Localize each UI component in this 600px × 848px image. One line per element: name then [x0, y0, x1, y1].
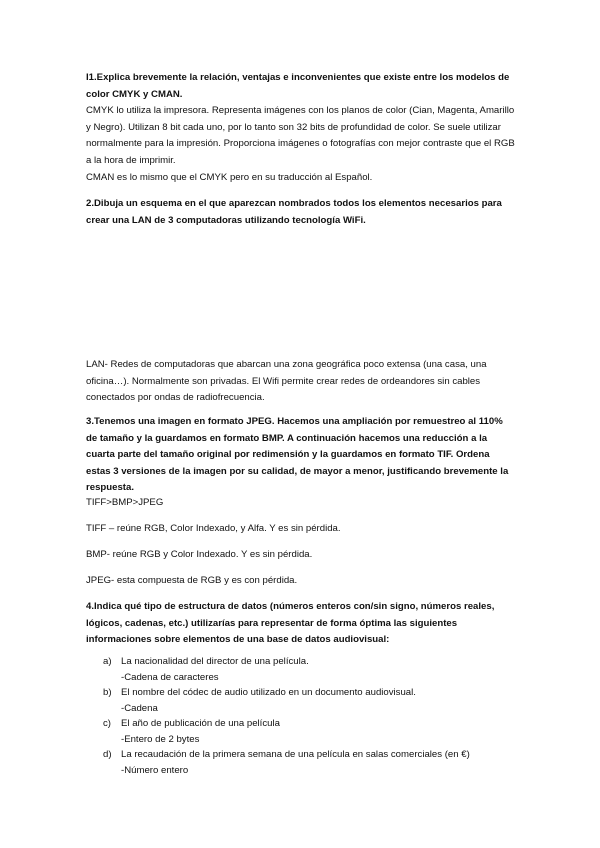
list-marker: d) [103, 749, 112, 760]
list-item-answer: -Cadena [121, 702, 158, 714]
list-item-text: El año de publicación de una película [121, 718, 280, 729]
question-1-answer-cmyk: CMYK lo utiliza la impresora. Representa imágenes con los planos de color (Cian, Magenta, Amarillo y Negro). Utilizan 8 bit cada uno, por lo tanto son 32 bits de profundidad de color. Se suele utilizar normalmente para la impresión. Proporciona imágenes o fotografías con mejor contraste que el RGB a la hora de imprimir. [86, 105, 515, 166]
list-item [103, 747, 523, 763]
list-item-text: La recaudación de la primera semana de una película en salas comerciales (en €) [121, 749, 470, 760]
list-item [103, 685, 523, 701]
list-item-text: El nombre del códec de audio utilizado en un documento audiovisual. [121, 687, 416, 698]
list-item-answer: -Cadena de caracteres [121, 671, 219, 683]
question-4-title: 4.Indica qué tipo de estructura de datos (números enteros con/sin signo, números reales, lógicos, cadenas, etc.) utilizarías para representar de forma óptima las siguientes informaciones sobre elementos de una base de datos audiovisual: [86, 601, 495, 645]
list-marker: b) [103, 687, 112, 698]
question-3-tiff: TIFF – reúne RGB, Color Indexado, y Alfa. Y es sin pérdida. [86, 523, 341, 534]
question-2-title: 2.Dibuja un esquema en el que aparezcan nombrados todos los elementos necesarios para crear una LAN de 3 computadoras utilizando tecnología WiFi. [86, 198, 502, 226]
list-item [103, 716, 523, 732]
list-marker: a) [103, 656, 112, 667]
list-item-answer: -Número entero [121, 764, 189, 776]
question-1-title: I1.Explica brevemente la relación, ventajas e inconvenientes que existe entre los modelos de color CMYK y CMAN. [86, 72, 510, 100]
list-marker: c) [103, 718, 111, 729]
question-4-list [103, 654, 523, 778]
list-item [103, 654, 523, 670]
question-2-answer: LAN- Redes de computadoras que abarcan una zona geográfica poco extensa (una casa, una oficina…). Normalmente son privadas. El Wifi permite crear redes de ordeandores sin cables conectados por ondas de radiofrecuencia. [86, 359, 487, 403]
question-3-jpeg: JPEG- esta compuesta de RGB y es con pérdida. [86, 575, 298, 586]
list-item-answer: -Entero de 2 bytes [121, 733, 200, 745]
question-3-title: 3.Tenemos una imagen en formato JPEG. Hacemos una ampliación por remuestreo al 110% de tamaño y la guardamos en formato BMP. A continuación hacemos una reducción a la cuarta parte del tamaño original por redimensión y la guardamos en formato TIF. Ordena estas 3 versiones de la imagen por su calidad, de mayor a menor, justificando brevemente la respuesta. [86, 416, 509, 493]
question-1-answer-cman: CMAN es lo mismo que el CMYK pero en su traducción al Español. [86, 172, 373, 183]
question-3-bmp: BMP- reúne RGB y Color Indexado. Y es sin pérdida. [86, 549, 313, 560]
list-item-text: La nacionalidad del director de una película. [121, 656, 309, 667]
question-3-order: TIFF>BMP>JPEG [86, 497, 164, 508]
